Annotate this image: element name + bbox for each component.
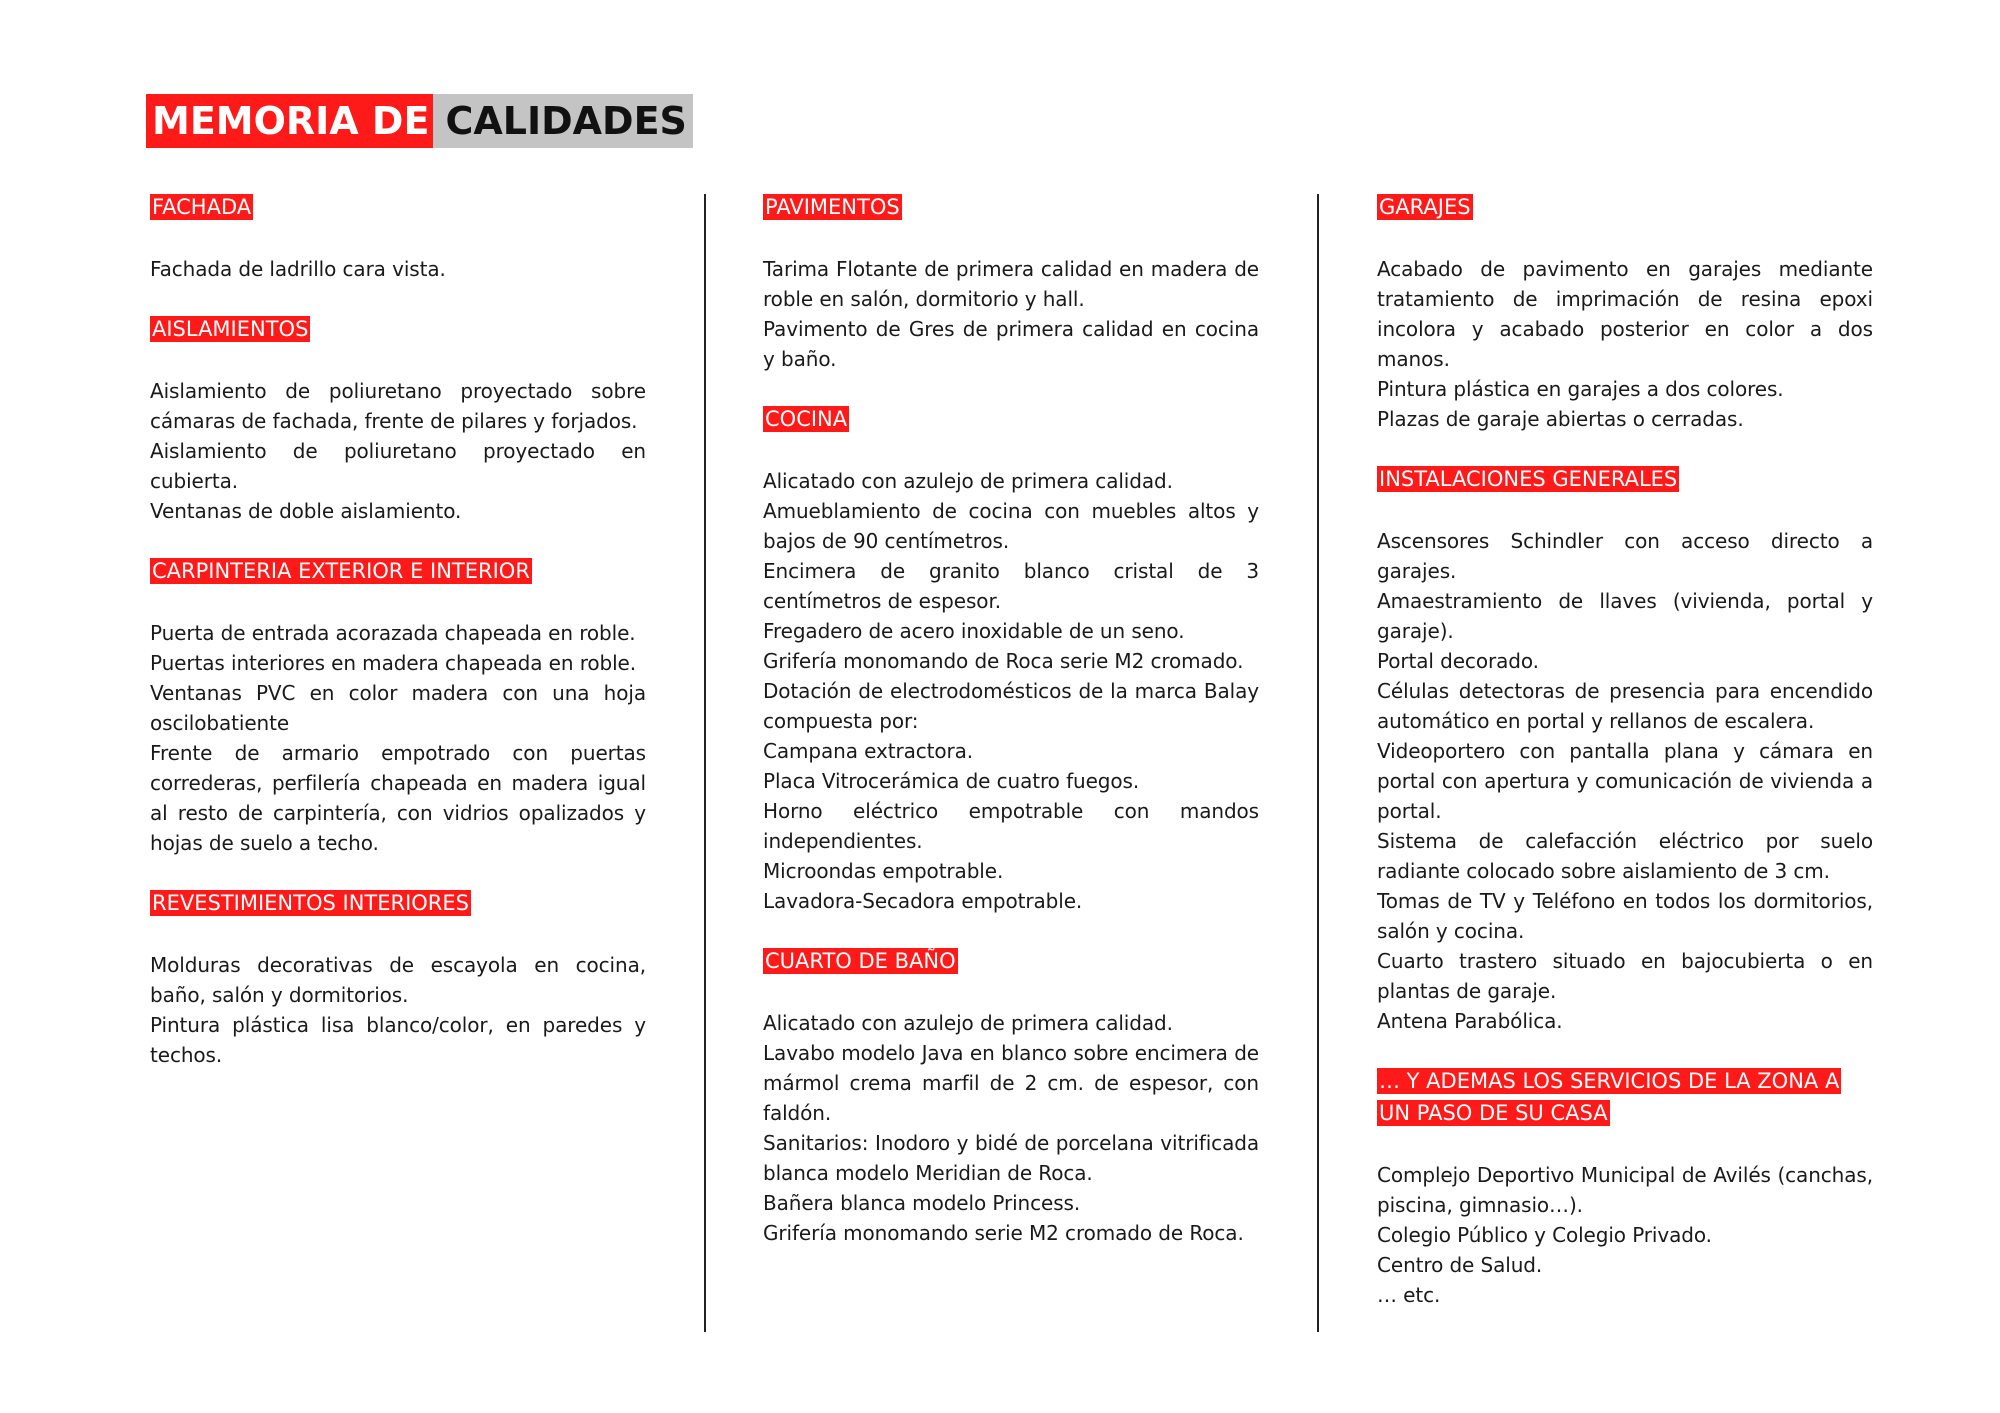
spec-line: Ventanas de doble aislamiento.	[150, 499, 462, 523]
page-title-part2: CALIDADES	[433, 94, 692, 148]
spec-line: Acabado de pavimento en garajes mediante tratamiento de imprimación de resina epoxi incolora y acabado posterior en color a dos manos.	[1377, 257, 1873, 371]
spec-line: Grifería monomando de Roca serie M2 cromado.	[763, 649, 1244, 673]
section-heading: AISLAMIENTOS	[152, 317, 309, 341]
section-heading-wrapper	[763, 946, 1259, 978]
spec-line: Aislamiento de poliuretano proyectado en cubierta.	[150, 439, 646, 493]
section-body	[150, 618, 646, 858]
section-body	[150, 376, 646, 526]
column-middle	[763, 192, 1259, 1278]
spec-line: Alicatado con azulejo de primera calidad.	[763, 1011, 1173, 1035]
column-left	[150, 192, 646, 1100]
quality-section	[150, 888, 646, 1070]
spec-line: Pavimento de Gres de primera calidad en cocina y baño.	[763, 317, 1259, 371]
section-body	[763, 1008, 1259, 1248]
column-divider	[1317, 194, 1319, 1332]
spec-line: Grifería monomando serie M2 cromado de Roca.	[763, 1221, 1244, 1245]
spec-line: Fachada de ladrillo cara vista.	[150, 257, 446, 281]
spec-line: Placa Vitrocerámica de cuatro fuegos.	[763, 769, 1140, 793]
quality-section	[763, 946, 1259, 1248]
section-heading: … Y ADEMAS LOS SERVICIOS DE LA ZONA A UN PASO DE SU CASA	[1379, 1069, 1840, 1125]
spec-line: … etc.	[1377, 1283, 1441, 1307]
spec-line: Alicatado con azulejo de primera calidad.	[763, 469, 1173, 493]
spec-line: Pintura plástica en garajes a dos colores.	[1377, 377, 1784, 401]
section-heading: FACHADA	[152, 195, 252, 219]
spec-line: Portal decorado.	[1377, 649, 1539, 673]
spec-line: Lavadora-Secadora empotrable.	[763, 889, 1083, 913]
spec-line: Tarima Flotante de primera calidad en madera de roble en salón, dormitorio y hall.	[763, 257, 1259, 311]
quality-section	[150, 314, 646, 526]
section-heading-wrapper	[150, 192, 646, 224]
section-heading-wrapper	[763, 404, 1259, 436]
spec-line: Encimera de granito blanco cristal de 3 centímetros de espesor.	[763, 559, 1259, 613]
spec-line: Sanitarios: Inodoro y bidé de porcelana vitrificada blanca modelo Meridian de Roca.	[763, 1131, 1259, 1185]
quality-section	[763, 192, 1259, 374]
quality-section	[1377, 1066, 1873, 1310]
quality-section	[1377, 192, 1873, 434]
spec-line: Tomas de TV y Teléfono en todos los dormitorios, salón y cocina.	[1377, 889, 1873, 943]
section-heading: CARPINTERIA EXTERIOR E INTERIOR	[152, 559, 530, 583]
spec-line: Ventanas PVC en color madera con una hoja oscilobatiente	[150, 681, 646, 735]
spec-line: Centro de Salud.	[1377, 1253, 1543, 1277]
page-title-part1: MEMORIA DE	[146, 94, 433, 148]
column-divider	[704, 194, 706, 1332]
spec-line: Puertas interiores en madera chapeada en roble.	[150, 651, 637, 675]
spec-line: Cuarto trastero situado en bajocubierta o en plantas de garaje.	[1377, 949, 1873, 1003]
section-body	[1377, 1160, 1873, 1310]
quality-section	[763, 404, 1259, 916]
spec-line: Dotación de electrodomésticos de la marca Balay compuesta por:	[763, 679, 1259, 733]
section-heading: INSTALACIONES GENERALES	[1379, 467, 1678, 491]
spec-line: Lavabo modelo Java en blanco sobre encimera de mármol crema marfil de 2 cm. de espesor, con faldón.	[763, 1041, 1259, 1125]
column-right	[1377, 192, 1873, 1340]
section-body	[1377, 526, 1873, 1036]
spec-line: Videoportero con pantalla plana y cámara en portal con apertura y comunicación de vivienda a portal.	[1377, 739, 1873, 823]
section-heading: COCINA	[765, 407, 848, 431]
spec-line: Campana extractora.	[763, 739, 974, 763]
spec-line: Amaestramiento de llaves (vivienda, portal y garaje).	[1377, 589, 1873, 643]
page-title	[146, 94, 693, 148]
spec-line: Frente de armario empotrado con puertas correderas, perfilería chapeada en madera igual al resto de carpintería, con vidrios opalizados y hojas de suelo a techo.	[150, 741, 646, 855]
section-heading-wrapper	[1377, 1066, 1873, 1130]
spec-line: Bañera blanca modelo Princess.	[763, 1191, 1081, 1215]
section-heading: PAVIMENTOS	[765, 195, 900, 219]
spec-line: Colegio Público y Colegio Privado.	[1377, 1223, 1712, 1247]
section-heading: REVESTIMIENTOS INTERIORES	[152, 891, 469, 915]
section-heading-wrapper	[1377, 464, 1873, 496]
spec-line: Puerta de entrada acorazada chapeada en roble.	[150, 621, 636, 645]
spec-line: Antena Parabólica.	[1377, 1009, 1563, 1033]
quality-section	[150, 192, 646, 284]
spec-line: Molduras decorativas de escayola en cocina, baño, salón y dormitorios.	[150, 953, 646, 1007]
section-body	[763, 254, 1259, 374]
section-heading-wrapper	[150, 556, 646, 588]
quality-section	[1377, 464, 1873, 1036]
spec-line: Sistema de calefacción eléctrico por suelo radiante colocado sobre aislamiento de 3 cm.	[1377, 829, 1873, 883]
spec-line: Ascensores Schindler con acceso directo a garajes.	[1377, 529, 1873, 583]
section-heading-wrapper	[763, 192, 1259, 224]
quality-section	[150, 556, 646, 858]
spec-line: Aislamiento de poliuretano proyectado sobre cámaras de fachada, frente de pilares y forjados.	[150, 379, 646, 433]
section-body	[1377, 254, 1873, 434]
spec-line: Fregadero de acero inoxidable de un seno.	[763, 619, 1185, 643]
section-heading-wrapper	[150, 314, 646, 346]
spec-line: Amueblamiento de cocina con muebles altos y bajos de 90 centímetros.	[763, 499, 1259, 553]
section-heading: GARAJES	[1379, 195, 1471, 219]
spec-line: Complejo Deportivo Municipal de Avilés (canchas, piscina, gimnasio…).	[1377, 1163, 1873, 1217]
spec-line: Pintura plástica lisa blanco/color, en paredes y techos.	[150, 1013, 646, 1067]
section-heading-wrapper	[1377, 192, 1873, 224]
spec-line: Microondas empotrable.	[763, 859, 1004, 883]
spec-line: Células detectoras de presencia para encendido automático en portal y rellanos de escalera.	[1377, 679, 1873, 733]
section-body	[150, 950, 646, 1070]
section-body	[763, 466, 1259, 916]
section-heading-wrapper	[150, 888, 646, 920]
spec-line: Horno eléctrico empotrable con mandos independientes.	[763, 799, 1259, 853]
spec-line: Plazas de garaje abiertas o cerradas.	[1377, 407, 1744, 431]
section-body	[150, 254, 646, 284]
section-heading: CUARTO DE BAÑO	[765, 949, 956, 973]
